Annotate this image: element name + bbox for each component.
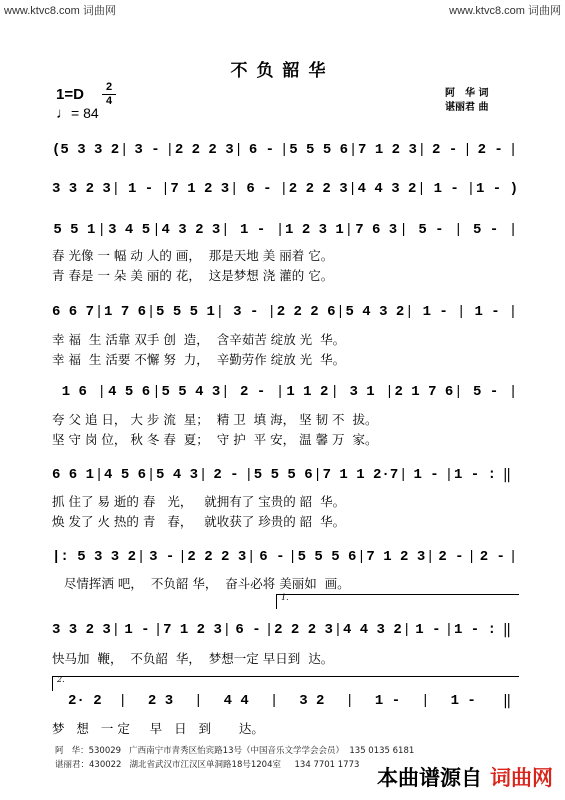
measure: 2 2 2 3 xyxy=(174,142,234,158)
measure: 6 6 7 xyxy=(52,304,95,320)
measure: 2 2 2 3 xyxy=(274,622,333,638)
lyric-line-verse-1: 春 光像 一 幅 动 人的 画， 那是天地 美 丽着 它。 xyxy=(52,248,334,263)
measure: 6 - xyxy=(246,181,272,197)
measure: 5 - xyxy=(418,222,444,238)
measure: 7 6 3 xyxy=(355,222,398,238)
measure: 4 3 2 3 xyxy=(161,222,221,238)
measure: 7 1 2 3 xyxy=(358,142,417,158)
measure: 3 4 5 xyxy=(108,222,151,238)
measure: 3 - xyxy=(149,549,175,565)
lyric-line-verse-2: 焕 发了 火 热的 青 春， 就收获了 珍贵的 韶 华。 xyxy=(52,514,346,529)
measure: 2 1 7 6 xyxy=(394,384,454,400)
measure: 1 - xyxy=(240,222,266,238)
measure: 4 4 xyxy=(223,693,249,709)
notation-system-5: 1 6 | 4 5 6 | 5 5 4 3 | 2 - | 1 1 2 | 3 1 | 2 1 7 6 | 5 - | xyxy=(52,384,518,402)
notation-system-1: (5 3 3 2 | 3 - | 2 2 2 3 | 6 - | 5 5 5 6 | 7 1 2 3 | 2 - | 2 - | xyxy=(52,142,518,158)
key-signature: 1=D xyxy=(56,86,84,103)
notation-system-3: 5 5 1 | 3 4 5 | 4 3 2 3 | 1 - | 1 2 3 1 | 7 6 3 | 5 - | 5 - | xyxy=(53,222,518,238)
measure: 1 - xyxy=(474,304,500,320)
measure: (5 3 3 2 xyxy=(52,142,120,158)
composer-credit: 谌丽君 曲 xyxy=(445,102,489,113)
measure: |: 5 3 3 2 xyxy=(52,549,137,565)
measure: 6 6 1 xyxy=(52,467,95,483)
measure: 2 2 2 6 xyxy=(276,304,336,320)
lyric-line-verse-1: 夸 父 追 日， 大 步 流 星； 精 卫 填 海， 坚 韧 不 拔。 xyxy=(52,412,378,427)
measure: 7 1 1 2·7 xyxy=(322,467,399,483)
measure: 5 4 3 xyxy=(156,467,199,483)
measure: 3 - xyxy=(233,304,259,320)
measure: 1 - xyxy=(415,622,441,638)
contact-line-composer: 谌丽君：430022 湖北省武汉市江汉区单洞路18号1204室 134 7701 1773 xyxy=(55,760,360,770)
measure: 3 2 xyxy=(299,693,325,709)
notation-system-8: 3 3 2 3 | 1 - | 7 1 2 3 | 6 - | 2 2 2 3 | 4 4 3 2 | 1 - | 1 - : ‖ xyxy=(52,622,512,639)
measure: 1 - xyxy=(450,693,476,709)
measure: 1 - xyxy=(374,693,401,709)
volta-bracket-2 xyxy=(52,676,519,691)
watermark-right[interactable]: www.ktvc8.com 词曲网 xyxy=(449,5,561,17)
measure: 1 - ) xyxy=(475,181,518,197)
measure: 6 - xyxy=(235,622,261,638)
measure: 1 2 3 1 xyxy=(285,222,344,238)
volta-label: 1. xyxy=(281,593,289,602)
measure: 4 5 6 xyxy=(108,384,151,400)
measure: 5 5 5 6 xyxy=(289,142,349,158)
notation-system-6: 6 6 1 | 4 5 6 | 5 4 3 | 2 - | 5 5 5 6 | 7 1 1 2·7 | 1 - | 1 - : ‖ xyxy=(52,467,512,484)
measure: 5 - xyxy=(473,384,499,400)
brand-site: 词曲网 xyxy=(490,766,553,790)
lyric-line-chorus: 快马加 鞭， 不负韶 华， 梦想一定 早日到 达。 xyxy=(52,651,334,666)
measure: 4 4 3 2 xyxy=(357,181,417,197)
measure: 2 3 xyxy=(147,693,174,709)
measure: 7 1 2 3 xyxy=(163,622,222,638)
measure: 1 - xyxy=(433,181,459,197)
measure: 3 1 xyxy=(349,384,375,400)
lyric-line-verse-1: 抓 住了 易 逝的 春 光， 就拥有了 宝贵的 韶 华。 xyxy=(52,494,346,509)
song-title: 不负韶华 xyxy=(230,61,335,81)
notation-system-9: 2· 2 | 2 3 | 4 4 | 3 2 | 1 - | 1 - ‖ xyxy=(52,693,518,711)
measure: 2 - xyxy=(479,549,505,565)
measure: 4 4 3 2 xyxy=(342,622,402,638)
measure: 5 5 5 6 xyxy=(297,549,357,565)
measure: 2· 2 xyxy=(68,693,102,709)
quarter-note-icon: ♩ xyxy=(56,105,71,122)
time-signature xyxy=(102,82,116,107)
measure: 7 1 2 3 xyxy=(170,181,230,197)
notation-system-7: |: 5 3 3 2 | 3 - | 2 2 2 3 | 6 - | 5 5 5 6 | 7 1 2 3 | 2 - | 2 - | xyxy=(52,549,518,565)
measure: 1 7 6 xyxy=(104,304,147,320)
measure: 1 - xyxy=(124,622,150,638)
contact-line-lyricist: 阿 华：530029 广西南宁市青秀区怡宾路13号（中国音乐文学学会会员） 135 0135 6181 xyxy=(55,746,415,756)
measure: 2 - xyxy=(240,384,266,400)
notation-system-4: 6 6 7 | 1 7 6 | 5 5 5 1 | 3 - | 2 2 2 6 | 5 4 3 2 | 1 - | 1 - | xyxy=(52,304,518,320)
measure: 5 - xyxy=(473,222,499,238)
measure: 5 5 1 xyxy=(53,222,96,238)
lyric-line-ending: 梦 想 一 定 早 日 到 达。 xyxy=(52,721,264,736)
volta-bracket-1 xyxy=(276,594,519,609)
measure: 1 - xyxy=(422,304,448,320)
measure: 2 - xyxy=(213,467,239,483)
measure: 1 - : xyxy=(454,622,497,638)
measure: 3 - xyxy=(134,142,160,158)
measure: 1 - xyxy=(413,467,439,483)
measure: 7 1 2 3 xyxy=(366,549,426,565)
measure: 5 5 5 6 xyxy=(253,467,313,483)
time-signature-top: 2 xyxy=(105,81,113,93)
notation-system-2: 3 3 2 3 | 1 - | 7 1 2 3 | 6 - | 2 2 2 3 | 4 4 3 2 | 1 - | 1 - ) xyxy=(52,181,518,197)
measure: 1 - : xyxy=(453,467,496,483)
measure: 5 5 4 3 xyxy=(161,384,221,400)
lyric-line-verse-2: 幸 福 生 活要 不懈 努 力， 辛勤劳作 绽放 光 华。 xyxy=(52,352,346,367)
measure: 6 - xyxy=(248,142,275,158)
measure: 1 6 xyxy=(61,384,87,400)
lyricist-credit: 阿 华 词 xyxy=(445,88,489,99)
brand-text: 本曲谱源自 xyxy=(377,766,482,790)
source-brand[interactable] xyxy=(377,762,553,792)
measure: 2 2 2 3 xyxy=(187,549,247,565)
time-signature-bottom: 4 xyxy=(105,95,113,107)
measure: 6 - xyxy=(259,549,285,565)
measure: 5 4 3 2 xyxy=(345,304,405,320)
measure: 1 1 2 xyxy=(286,384,329,400)
measure: 2 2 2 3 xyxy=(288,181,348,197)
measure: 3 3 2 3 xyxy=(52,181,111,197)
measure: 2 - xyxy=(432,142,458,158)
volta-label: 2. xyxy=(57,675,65,684)
lyric-line-chorus: 尽情挥洒 吧， 不负韶 华， 奋斗必将 美丽如 画。 xyxy=(52,576,350,591)
lyric-line-verse-2: 青 春是 一 朵 美 丽的 花， 这是梦想 浇 灌的 它。 xyxy=(52,268,334,283)
measure: 4 5 6 xyxy=(104,467,147,483)
watermark-left[interactable]: www.ktvc8.com 词曲网 xyxy=(4,5,116,17)
lyric-line-verse-2: 坚 守 岗 位， 秋 冬 春 夏； 守 护 平 安， 温 馨 万 家。 xyxy=(52,432,378,447)
measure: 3 3 2 3 xyxy=(52,622,111,638)
measure: 1 - xyxy=(127,181,154,197)
measure: 2 - xyxy=(477,142,503,158)
tempo-value: = 84 xyxy=(71,105,99,121)
measure: 5 5 5 1 xyxy=(156,304,215,320)
lyric-line-verse-1: 幸 福 生 活靠 双手 创 造， 含辛茹苦 绽放 光 华。 xyxy=(52,332,346,347)
tempo-marking xyxy=(56,105,99,122)
measure: 2 - xyxy=(438,549,464,565)
